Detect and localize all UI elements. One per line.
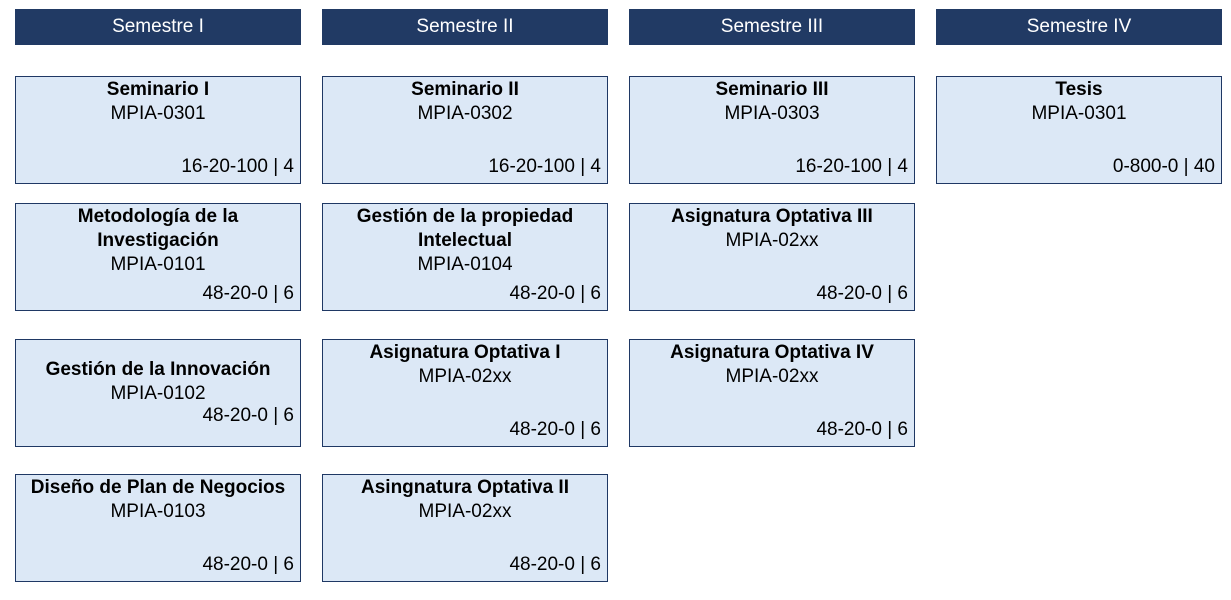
- course-hours: 48-20-0 | 6: [509, 283, 601, 304]
- semester-header-2: Semestre II: [322, 9, 608, 45]
- course-card-seminario-ii: [322, 76, 608, 184]
- semester-header-1: Semestre I: [15, 9, 301, 45]
- course-hours: 0-800-0 | 40: [1112, 156, 1215, 177]
- course-code: MPIA-02xx: [725, 366, 819, 387]
- course-card-plan-negocios: [15, 474, 301, 582]
- course-hours: 16-20-100 | 4: [488, 156, 601, 177]
- course-card-seminario-i: [15, 76, 301, 184]
- course-code: MPIA-02xx: [418, 366, 512, 387]
- course-name: Gestión de la propiedad Intelectual: [356, 206, 574, 251]
- course-code: MPIA-0101: [110, 254, 206, 275]
- course-hours: 48-20-0 | 6: [202, 554, 294, 575]
- course-name: Asignatura Optativa III: [671, 206, 873, 227]
- course-code: MPIA-02xx: [725, 230, 819, 251]
- course-code: MPIA-0102: [110, 383, 206, 404]
- course-card-gestion-innovacion: [15, 339, 301, 447]
- course-hours: 48-20-0 | 6: [202, 405, 294, 426]
- course-hours: 16-20-100 | 4: [181, 156, 294, 177]
- course-code: MPIA-0301: [1031, 103, 1127, 124]
- course-code: MPIA-0302: [417, 103, 513, 124]
- course-card-metodologia: [15, 203, 301, 311]
- course-code: MPIA-0103: [110, 501, 206, 522]
- course-hours: 16-20-100 | 4: [795, 156, 908, 177]
- course-hours: 48-20-0 | 6: [816, 283, 908, 304]
- course-card-optativa-ii: [322, 474, 608, 582]
- course-hours: 48-20-0 | 6: [202, 283, 294, 304]
- course-name: Asignatura Optativa I: [369, 342, 561, 363]
- course-code: MPIA-0303: [724, 103, 820, 124]
- course-hours: 48-20-0 | 6: [816, 419, 908, 440]
- semester-header-4: Semestre IV: [936, 9, 1222, 45]
- course-name: Seminario II: [411, 79, 519, 100]
- course-card-optativa-i: [322, 339, 608, 447]
- course-card-propiedad-intelectual: [322, 203, 608, 311]
- course-code: MPIA-02xx: [418, 501, 512, 522]
- course-code: MPIA-0301: [110, 103, 206, 124]
- course-name: Gestión de la Innovación: [45, 359, 271, 380]
- course-name: Diseño de Plan de Negocios: [30, 477, 286, 498]
- course-hours: 48-20-0 | 6: [509, 554, 601, 575]
- course-card-seminario-iii: [629, 76, 915, 184]
- course-card-optativa-iii: [629, 203, 915, 311]
- course-name: Seminario III: [715, 79, 829, 100]
- course-name: Asingnatura Optativa II: [361, 477, 569, 498]
- course-card-tesis: [936, 76, 1222, 184]
- course-name: Tesis: [1055, 79, 1103, 100]
- course-name: Metodología de la Investigación: [77, 206, 239, 251]
- course-name: Seminario I: [106, 79, 210, 100]
- semester-header-3: Semestre III: [629, 9, 915, 45]
- course-name: Asignatura Optativa IV: [670, 342, 874, 363]
- course-hours: 48-20-0 | 6: [509, 419, 601, 440]
- course-code: MPIA-0104: [417, 254, 513, 275]
- course-card-optativa-iv: [629, 339, 915, 447]
